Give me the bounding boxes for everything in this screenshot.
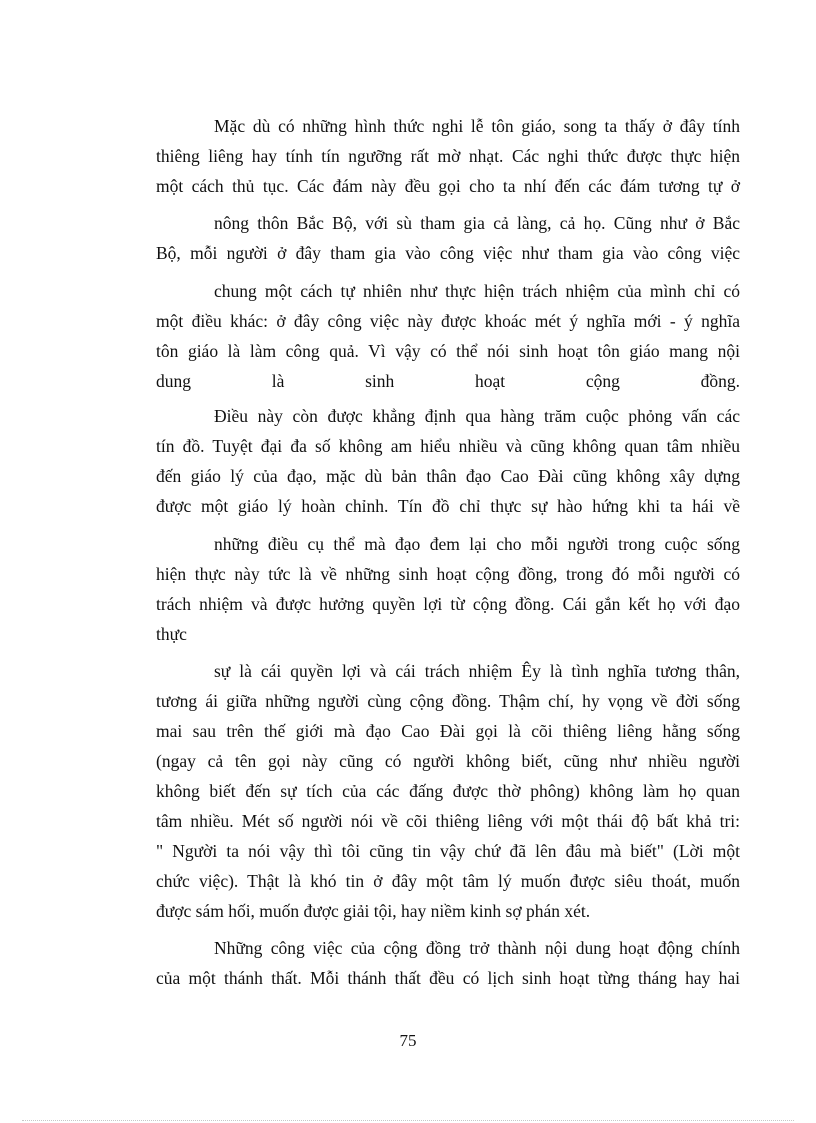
text-line: Những công việc của cộng đồng trở thành nội dung hoạt động chính	[214, 938, 740, 958]
text-line: nông thôn Bắc Bộ, với sù tham gia cả làng, cả họ. Cũng như ở Bắc	[214, 213, 740, 233]
text-line: Mặc dù có những hình thức nghi lễ tôn giáo, song ta thấy ở đây tính	[214, 116, 740, 136]
text-line: một điều khác: ở đây công việc này được khoác mét ý nghĩa mới - ý nghĩa	[156, 311, 740, 331]
text-line: thực	[156, 624, 187, 644]
text-line: đến giáo lý của đạo, mặc dù bản thân đạo Cao Đài cũng không xây dựng	[156, 466, 740, 486]
text-line: hiện thực này tức là về những sinh hoạt cộng đồng, trong đó mỗi người có	[156, 564, 740, 584]
text-line: chức việc). Thật là khó tin ở đây một tâm lý muốn được siêu thoát, muốn	[156, 871, 740, 891]
text-line: " Người ta nói vậy thì tôi cũng tin vậy chứ đã lên đâu mà biết" (Lời một	[156, 841, 740, 861]
page-number: 75	[399, 1031, 417, 1050]
text-line: tương ái giữa những người cùng cộng đồng. Thậm chí, hy vọng về đời sống	[156, 691, 740, 711]
page-bottom-rule	[22, 1120, 794, 1121]
text-line: được sám hối, muốn được giải tội, hay niềm kinh sợ phán xét.	[156, 901, 591, 921]
text-line: được một giáo lý hoàn chỉnh. Tín đồ chỉ thực sự hào hứng khi ta hái về	[156, 496, 740, 516]
text-line: Điều này còn được khẳng định qua hàng trăm cuộc phỏng vấn các	[214, 406, 740, 426]
text-line: một cách thủ tục. Các đám này đều gọi cho ta nhí đến các đám tương tự ở	[156, 176, 740, 196]
text-line: (ngay cả tên gọi này cũng có người không biết, cũng như nhiều người	[156, 751, 740, 771]
text-line: những điều cụ thể mà đạo đem lại cho mỗi người trong cuộc sống	[214, 534, 740, 554]
text-line: của một thánh thất. Mỗi thánh thất đều có lịch sinh hoạt từng tháng hay hai	[156, 968, 740, 988]
text-line: không biết đến sự tích của các đấng được thờ phông) không làm họ quan	[156, 781, 740, 801]
text-line: trách nhiệm và được hưởng quyền lợi từ cộng đồng. Cái gắn kết họ với đạo	[156, 594, 740, 614]
text-line: chung một cách tự nhiên như thực hiện trách nhiệm của mình chỉ có	[214, 281, 740, 301]
text-line: tâm nhiều. Mét số người nói về cõi thiêng liêng với một thái độ bất khả tri:	[156, 811, 740, 831]
text-line: mai sau trên thế giới mà đạo Cao Đài gọi là cõi thiêng liêng hằng sống	[156, 721, 740, 741]
text-line: thiêng liêng hay tính tín ngưỡng rất mờ nhạt. Các nghi thức được thực hiện	[156, 146, 740, 166]
text-line: dung là sinh hoạt cộng đồng.	[156, 371, 740, 391]
text-line: sự là cái quyền lợi và cái trách nhiệm Êy là tình nghĩa tương thân,	[214, 661, 740, 681]
text-line: Bộ, mỗi người ở đây tham gia vào công việc như tham gia vào công việc	[156, 243, 740, 263]
text-line: tôn giáo là làm công quả. Vì vậy có thể nói sinh hoạt tôn giáo mang nội	[156, 341, 740, 361]
text-line: tín đồ. Tuyệt đại đa số không am hiểu nhiều và cũng không quan tâm nhiều	[156, 436, 740, 456]
